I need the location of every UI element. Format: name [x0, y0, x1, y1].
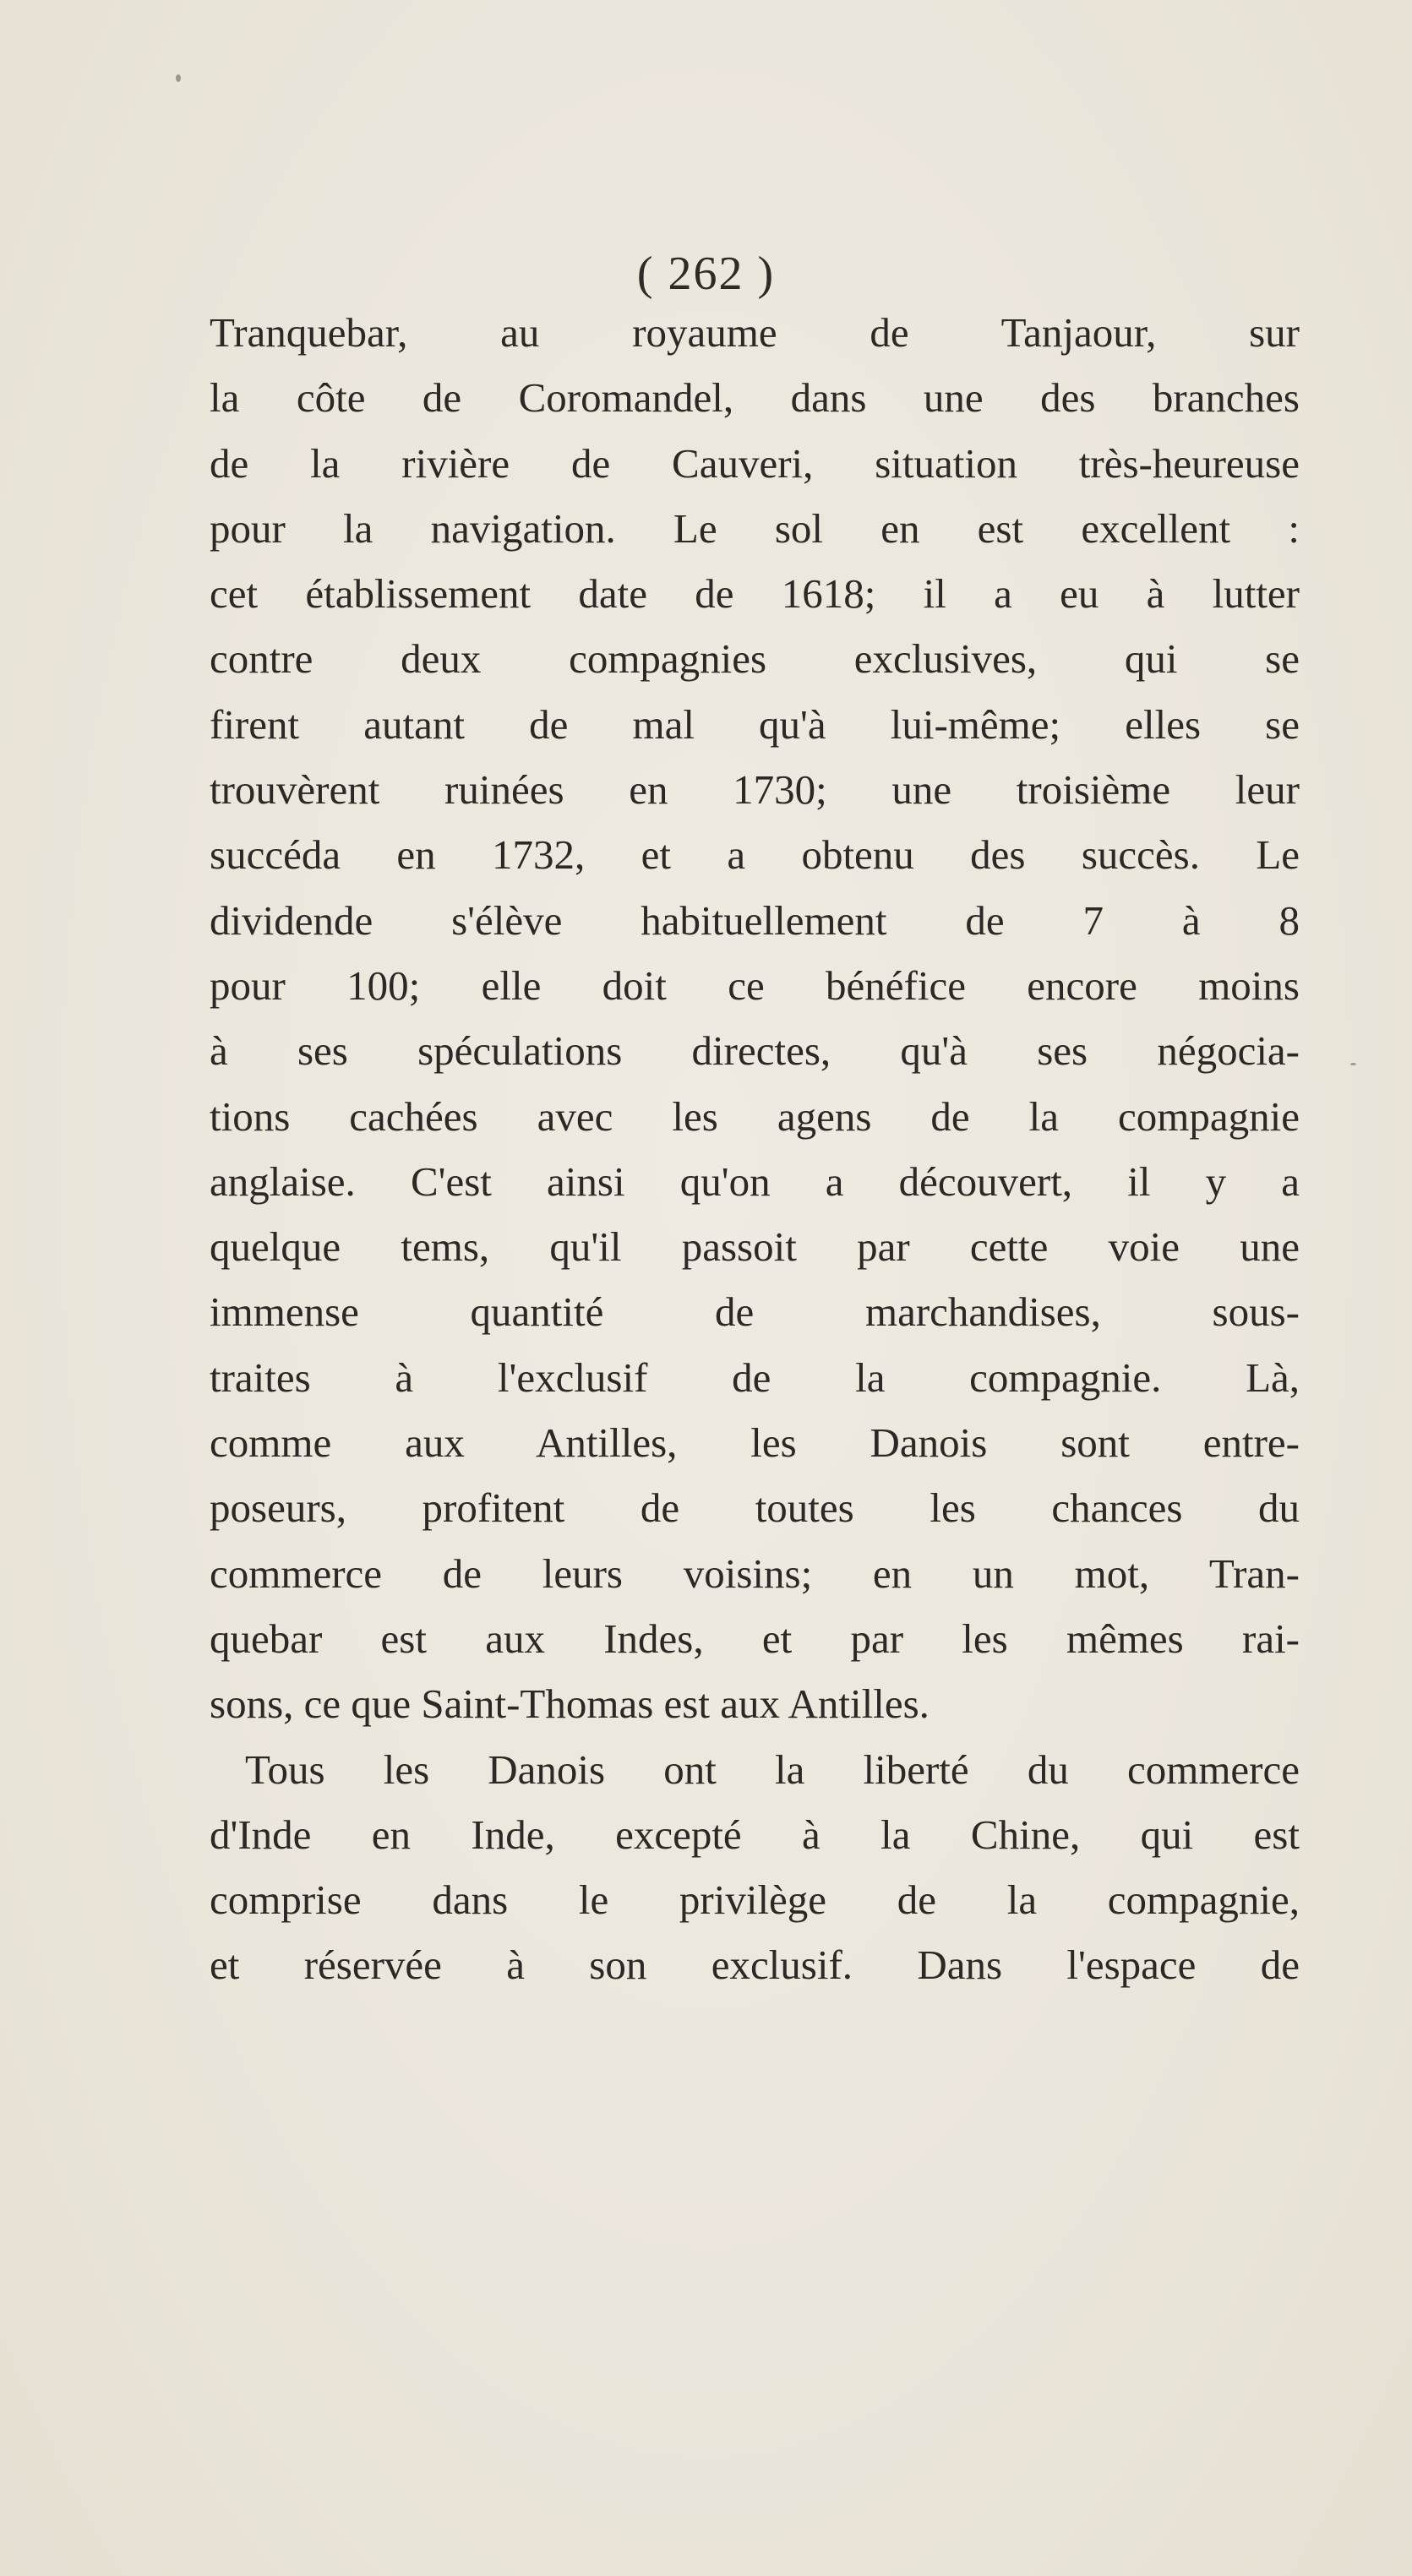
text-line: dividende s'élève habituellement de 7 à 8: [210, 896, 1300, 944]
text-line: la côte de Coromandel, dans une des branches: [210, 374, 1300, 422]
text-line: et réservée à son exclusif. Dans l'espace de: [210, 1942, 1300, 1989]
text-line: de la rivière de Cauveri, situation très-heureuse: [210, 439, 1300, 487]
text-line: contre deux compagnies exclusives, qui se: [210, 635, 1300, 683]
text-line: tions cachées avec les agens de la compagnie: [210, 1092, 1300, 1140]
body-text: [210, 300, 1300, 1998]
text-line: poseurs, profitent de toutes les chances du: [210, 1484, 1300, 1532]
text-line: à ses spéculations directes, qu'à ses négocia-: [210, 1027, 1300, 1075]
text-line: Tous les Danois ont la liberté du commerce: [245, 1745, 1300, 1793]
page-number: ( 262 ): [636, 248, 776, 300]
text-line: succéda en 1732, et a obtenu des succès. Le: [210, 831, 1300, 879]
text-line: Tranquebar, au royaume de Tanjaour, sur: [210, 309, 1300, 356]
text-line: quebar est aux Indes, et par les mêmes rai-: [210, 1615, 1300, 1662]
text-line: pour 100; elle doit ce bénéfice encore moins: [210, 961, 1300, 1009]
text-line: trouvèrent ruinées en 1730; une troisième leur: [210, 766, 1300, 814]
text-line: firent autant de mal qu'à lui-même; elles se: [210, 700, 1300, 748]
text-line: comme aux Antilles, les Danois sont entre-: [210, 1419, 1300, 1467]
text-line: anglaise. C'est ainsi qu'on a découvert, il y a: [210, 1157, 1300, 1205]
text-line: commerce de leurs voisins; en un mot, Tran-: [210, 1549, 1300, 1597]
text-line: quelque tems, qu'il passoit par cette voie une: [210, 1223, 1300, 1271]
ink-speck: [1350, 1063, 1356, 1065]
ink-speck: [176, 74, 181, 82]
text-line: d'Inde en Inde, excepté à la Chine, qui est: [210, 1811, 1300, 1858]
text-line: pour la navigation. Le sol en est excellent :: [210, 504, 1300, 552]
text-line: comprise dans le privilège de la compagnie,: [210, 1876, 1300, 1924]
text-line: cet établissement date de 1618; il a eu à lutter: [210, 570, 1300, 618]
text-line: sons, ce que Saint-Thomas est aux Antilles.: [210, 1680, 930, 1728]
text-line: immense quantité de marchandises, sous-: [210, 1288, 1300, 1336]
text-line: traites à l'exclusif de la compagnie. Là,: [210, 1353, 1300, 1401]
